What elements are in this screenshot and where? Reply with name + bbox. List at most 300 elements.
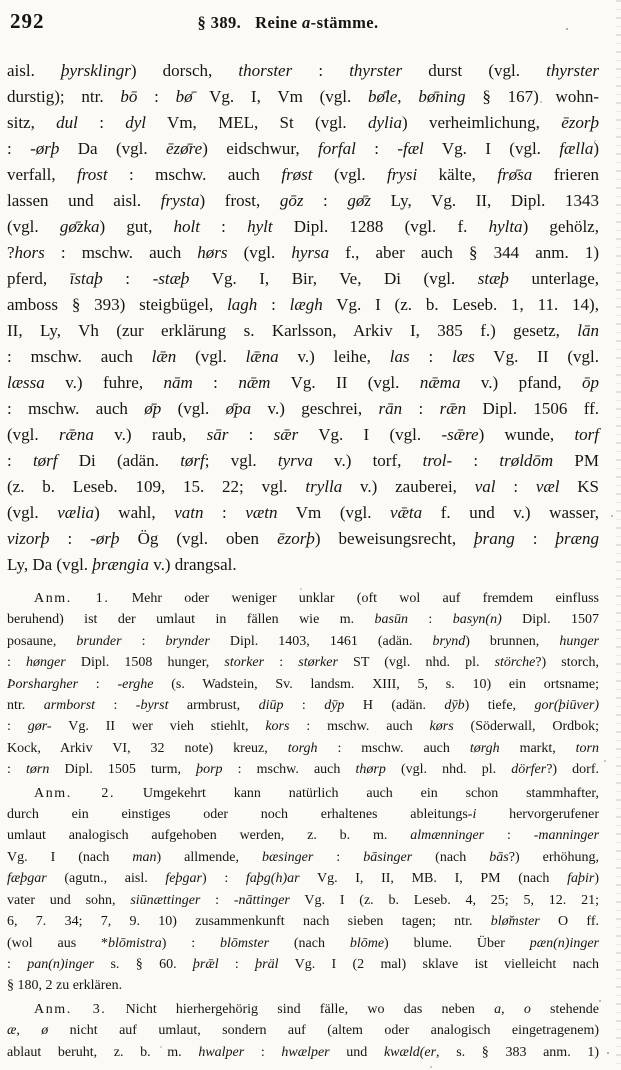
lemma-italic: gør- bbox=[27, 719, 52, 735]
text-run: : bbox=[77, 113, 126, 132]
text-run: Umgekehrt kann natürlich auch ein schon stammhafter, bbox=[115, 785, 599, 801]
text-run: ) brunnen, bbox=[465, 633, 560, 649]
text-run: KS bbox=[559, 477, 599, 496]
lemma-italic: nǣm bbox=[238, 373, 271, 392]
text-run: ?) dorf. bbox=[546, 762, 599, 778]
text-line bbox=[7, 318, 599, 344]
lemma-italic: basūn bbox=[374, 612, 408, 628]
lemma-italic: hørs bbox=[197, 243, 228, 262]
lemma-italic: ø̄p bbox=[144, 399, 162, 418]
text-run: (vgl. nhd. pl. bbox=[385, 762, 512, 778]
text-run: (agutn., aisl. bbox=[46, 871, 166, 887]
lemma-italic: -ørþ bbox=[90, 529, 120, 548]
text-run: Dipl. 1506 ff. bbox=[466, 399, 599, 418]
lemma-italic: -ørþ bbox=[30, 139, 60, 158]
text-run: Mehr oder weniger unklar (oft wol auf fremdem einfluss bbox=[109, 591, 600, 606]
text-run: Vg. I (nach bbox=[7, 849, 133, 865]
section-heading bbox=[7, 13, 569, 33]
text-run: : bbox=[200, 892, 234, 908]
text-line bbox=[7, 847, 599, 868]
lemma-italic: hwælper bbox=[281, 1044, 330, 1060]
text-run: : bbox=[218, 956, 256, 972]
lemma-italic: hylt bbox=[247, 217, 273, 236]
text-run: Vm, MEL, St (vgl. bbox=[146, 113, 368, 132]
lemma-italic: almænninger bbox=[410, 828, 485, 844]
lemma-italic: væl bbox=[535, 477, 560, 496]
lemma-italic: frysi bbox=[386, 165, 418, 184]
lemma-italic: vætn bbox=[245, 503, 278, 522]
lemma-italic: hønger bbox=[26, 655, 66, 671]
lemma-italic: siūnættinger bbox=[130, 892, 201, 908]
lemma-italic: dȳb bbox=[444, 698, 465, 714]
lemma-italic: kørs bbox=[429, 719, 454, 735]
text-run: : bbox=[303, 191, 348, 210]
text-run: : mschw. auch bbox=[44, 243, 198, 262]
lemma-italic: -sǣre bbox=[441, 425, 479, 444]
text-line bbox=[7, 695, 599, 716]
lemma-italic: forfal bbox=[318, 139, 356, 158]
text-run: : bbox=[244, 1044, 282, 1060]
text-run: (nach bbox=[412, 849, 490, 865]
text-run: verfall, bbox=[7, 165, 78, 184]
text-run: Vg. I, Vm (vgl. bbox=[192, 87, 369, 106]
lemma-italic: pæn(n)inger bbox=[529, 935, 599, 951]
text-run: Dipl. 1288 (vgl. f. bbox=[272, 217, 489, 236]
lemma-italic: sār bbox=[206, 425, 229, 444]
text-line bbox=[7, 652, 599, 673]
text-line bbox=[7, 674, 599, 695]
text-run: v.) geschrei, bbox=[251, 399, 379, 418]
lemma-italic: vælia bbox=[57, 503, 95, 522]
text-run: : bbox=[7, 139, 31, 158]
text-run: lassen und aisl. bbox=[7, 191, 161, 210]
text-run: : bbox=[7, 956, 28, 972]
text-line bbox=[7, 344, 599, 370]
lemma-italic: ēzorþ bbox=[277, 529, 315, 548]
lemma-italic: torgh bbox=[287, 740, 318, 756]
anm-label: Anm. 3. bbox=[34, 1001, 107, 1017]
main-text-paragraph bbox=[7, 58, 599, 578]
lemma-italic: lǣna bbox=[245, 347, 279, 366]
text-line bbox=[7, 162, 599, 188]
text-run: posaune, bbox=[7, 633, 77, 649]
lemma-italic: dȳp bbox=[324, 698, 345, 714]
lemma-italic: bø̄ bbox=[175, 87, 193, 106]
text-run: 6, 7. 34; 7, 9. 10) zusammenkunft nach sieben tagen; ntr. bbox=[7, 914, 491, 930]
text-line bbox=[7, 266, 599, 292]
lemma-italic: þorp bbox=[196, 762, 223, 778]
text-line bbox=[7, 631, 599, 652]
text-run: (vgl. bbox=[312, 165, 387, 184]
lemma-italic: bō bbox=[120, 87, 138, 106]
lemma-italic: tørn bbox=[26, 762, 50, 778]
lemma-italic: frø̄sa bbox=[497, 165, 533, 184]
text-run: § 167) wohn- bbox=[465, 87, 599, 106]
lemma-italic: lagh bbox=[227, 295, 258, 314]
text-run: Dipl. 1507 bbox=[501, 612, 599, 628]
lemma-italic: ø bbox=[41, 1023, 49, 1039]
text-line bbox=[7, 500, 599, 526]
lemma-italic: o bbox=[523, 1001, 531, 1017]
lemma-italic: nām bbox=[163, 373, 193, 392]
lemma-italic: frysta bbox=[160, 191, 200, 210]
lemma-italic: hors bbox=[14, 243, 45, 262]
text-run: : bbox=[78, 676, 118, 692]
text-run: ) gut, bbox=[99, 217, 174, 236]
lemma-italic: -fæl bbox=[397, 139, 424, 158]
lemma-italic: hylta bbox=[488, 217, 523, 236]
lemma-italic: kwæld(er bbox=[383, 1044, 437, 1060]
text-run: Dipl. 1508 hunger, bbox=[65, 655, 225, 671]
text-run: Vg. I (vgl. bbox=[423, 139, 560, 158]
text-run: : bbox=[408, 612, 453, 628]
text-line bbox=[7, 911, 599, 932]
lemma-italic: thørp bbox=[355, 762, 386, 778]
text-run: umlaut analogisch aufgehoben werden, z. b. m. bbox=[7, 828, 411, 844]
lemma-italic: dyl bbox=[125, 113, 147, 132]
text-run: armbrust, bbox=[168, 698, 259, 714]
lemma-italic: lægh bbox=[289, 295, 323, 314]
text-run: : bbox=[514, 529, 556, 548]
annotation-1 bbox=[7, 588, 599, 781]
lemma-italic: tyrva bbox=[277, 451, 313, 470]
text-run: Dipl. 1403, 1461 (adän. bbox=[209, 633, 433, 649]
lemma-italic: rǣna bbox=[58, 425, 94, 444]
text-run: Vg. II (vgl. bbox=[270, 373, 420, 392]
lemma-italic: pan(n)inger bbox=[27, 956, 95, 972]
lemma-italic: hunger bbox=[559, 633, 599, 649]
text-run: , s. § 383 anm. 1) bbox=[436, 1044, 600, 1060]
lemma-italic: -erghe bbox=[117, 676, 154, 692]
text-run: ) : bbox=[201, 871, 246, 887]
text-run: : mschw. auch bbox=[317, 740, 470, 756]
lemma-italic: vatn bbox=[174, 503, 204, 522]
lemma-italic: sǣr bbox=[273, 425, 299, 444]
text-run: (nach bbox=[269, 935, 350, 951]
lemma-italic: storker bbox=[224, 655, 265, 671]
text-run: : mschw. auch bbox=[107, 165, 282, 184]
text-run: frieren bbox=[532, 165, 600, 184]
lemma-italic: þrang bbox=[474, 529, 515, 548]
text-line bbox=[7, 370, 599, 396]
lemma-italic: blōmistra bbox=[108, 935, 162, 951]
lemma-italic: frøst bbox=[281, 165, 313, 184]
text-run: Vg. I (2 mal) sklave ist vielleicht nach bbox=[278, 956, 600, 972]
text-run: v.) fuhre, bbox=[44, 373, 164, 392]
text-run: ? bbox=[7, 243, 15, 262]
text-run: : bbox=[409, 347, 453, 366]
lemma-italic: æ bbox=[7, 1023, 17, 1039]
text-line bbox=[7, 474, 599, 500]
text-run: aisl. bbox=[7, 61, 61, 80]
lemma-italic: diūp bbox=[258, 698, 284, 714]
lemma-italic: dörfer bbox=[511, 762, 547, 778]
heading-title-post: -stämme. bbox=[310, 13, 379, 32]
text-run: : bbox=[484, 828, 534, 844]
text-line bbox=[7, 214, 599, 240]
text-run: (vgl. bbox=[227, 243, 292, 262]
lemma-italic: lān bbox=[577, 321, 599, 340]
lemma-italic: kors bbox=[265, 719, 290, 735]
text-run: ) bbox=[594, 871, 599, 887]
lemma-italic: -stæþ bbox=[152, 269, 190, 288]
lemma-italic: torn bbox=[575, 740, 600, 756]
text-run: : mschw. auch bbox=[7, 399, 145, 418]
lemma-italic: rān bbox=[378, 399, 403, 418]
text-line bbox=[7, 448, 599, 474]
lemma-italic: faþg(h)ar bbox=[245, 871, 300, 887]
lemma-italic: armborst bbox=[43, 698, 96, 714]
text-run: : bbox=[264, 655, 299, 671]
text-run: : bbox=[313, 849, 364, 865]
text-line bbox=[7, 609, 599, 630]
lemma-italic: las bbox=[389, 347, 410, 366]
text-run: : bbox=[102, 269, 153, 288]
text-run: ) gehölz, bbox=[522, 217, 599, 236]
text-line bbox=[7, 738, 599, 759]
text-run: durst (vgl. bbox=[402, 61, 547, 80]
text-line bbox=[7, 999, 599, 1020]
lemma-italic: hyrsa bbox=[291, 243, 330, 262]
scan-edge-noise bbox=[616, 0, 621, 1070]
lemma-italic: stæþ bbox=[477, 269, 509, 288]
lemma-italic: ēzø̄re bbox=[165, 139, 203, 158]
page-number: 292 bbox=[10, 9, 45, 33]
lemma-italic: læs bbox=[452, 347, 475, 366]
text-line bbox=[7, 759, 599, 780]
text-line bbox=[7, 136, 599, 162]
text-run: : bbox=[283, 698, 325, 714]
text-run: : bbox=[95, 698, 136, 714]
text-run: (vgl. bbox=[7, 217, 60, 236]
text-run: und bbox=[329, 1044, 384, 1060]
text-run: O ff. bbox=[539, 914, 599, 930]
text-run: Vg. I (z. b. Leseb. 4, 25; 5, 12. 21; bbox=[289, 892, 599, 908]
text-run: sitz, bbox=[7, 113, 57, 132]
text-line bbox=[7, 110, 599, 136]
lemma-italic: i bbox=[472, 807, 477, 823]
text-run: ) : bbox=[161, 935, 221, 951]
lemma-italic: þræng bbox=[555, 529, 599, 548]
text-line bbox=[7, 804, 599, 825]
text-run: Kock, Arkiv VI, 32 note) kreuz, bbox=[7, 740, 288, 756]
text-run: : bbox=[228, 425, 274, 444]
lemma-italic: lǣn bbox=[151, 347, 177, 366]
text-line bbox=[7, 292, 599, 318]
text-line bbox=[7, 783, 599, 804]
heading-title-italic: a bbox=[302, 13, 311, 32]
text-run: , bbox=[501, 1001, 524, 1017]
scan-specks bbox=[0, 0, 2, 2]
text-run: Di (adän. bbox=[57, 451, 181, 470]
text-run: v.) zauberei, bbox=[342, 477, 475, 496]
anm-label: Anm. 1. bbox=[34, 591, 110, 606]
text-line bbox=[7, 526, 599, 552]
text-run: vater und sohn, bbox=[7, 892, 131, 908]
lemma-italic: bās bbox=[489, 849, 509, 865]
lemma-italic: Þorshargher bbox=[7, 676, 79, 692]
lemma-italic: blø̆mster bbox=[490, 914, 540, 930]
text-line bbox=[7, 933, 599, 954]
text-run: : bbox=[199, 217, 248, 236]
text-run: ablaut beruht, z. b. m. bbox=[7, 1044, 199, 1060]
text-run: ) eidschwur, bbox=[202, 139, 319, 158]
text-run: § 180, 2 zu erklären. bbox=[7, 978, 123, 994]
lemma-italic: fæþgar bbox=[7, 871, 47, 887]
text-run: Vg. I, II, MB. I, PM (nach bbox=[299, 871, 568, 887]
lemma-italic: hwalper bbox=[198, 1044, 245, 1060]
lemma-italic: tørf bbox=[32, 451, 58, 470]
text-run: ntr. bbox=[7, 698, 44, 714]
lemma-italic: -nāttinger bbox=[233, 892, 290, 908]
text-run: durstig); ntr. bbox=[7, 87, 121, 106]
anm-label: Anm. 2. bbox=[34, 785, 116, 801]
text-run: Dipl. 1505 turm, bbox=[49, 762, 197, 778]
lemma-italic: gø̄zka bbox=[59, 217, 100, 236]
text-line bbox=[7, 890, 599, 911]
text-run: ) allmende, bbox=[156, 849, 262, 865]
lemma-italic: blōme bbox=[349, 935, 385, 951]
section-number: § 389. bbox=[197, 13, 242, 32]
lemma-italic: trøldōm bbox=[499, 451, 554, 470]
text-run: , bbox=[16, 1023, 42, 1039]
text-run: ?) storch, bbox=[535, 655, 600, 671]
text-run: : bbox=[121, 633, 166, 649]
text-run: (vgl. bbox=[7, 425, 59, 444]
text-run: hervorgerufener bbox=[476, 807, 599, 823]
text-line bbox=[7, 552, 599, 578]
heading-title-pre: Reine bbox=[255, 13, 303, 32]
lemma-italic: thorster bbox=[238, 61, 293, 80]
text-run: : bbox=[292, 61, 350, 80]
text-run: stehende bbox=[530, 1001, 600, 1017]
text-run: Vg. I (z. b. Leseb. 1, 11. 14), bbox=[322, 295, 599, 314]
text-run: Nicht hierhergehörig sind fälle, wo das neben bbox=[106, 1001, 495, 1017]
text-run: ) bbox=[593, 139, 599, 158]
lemma-italic: fælla bbox=[559, 139, 594, 158]
text-run: Vg. II wer vieh stiehlt, bbox=[51, 719, 266, 735]
lemma-italic: brynder bbox=[165, 633, 210, 649]
text-run: pferd, bbox=[7, 269, 70, 288]
text-run: f. und v.) wasser, bbox=[422, 503, 599, 522]
lemma-italic: þräl bbox=[255, 956, 279, 972]
lemma-italic: tørgh bbox=[469, 740, 500, 756]
lemma-italic: -byrst bbox=[135, 698, 169, 714]
text-line bbox=[7, 188, 599, 214]
text-run: : bbox=[7, 655, 27, 671]
text-run: Ög (vgl. oben bbox=[119, 529, 278, 548]
lemma-italic: brynd bbox=[432, 633, 466, 649]
text-run: ) frost, bbox=[199, 191, 280, 210]
lemma-italic: trol- bbox=[422, 451, 453, 470]
lemma-italic: ēzorþ bbox=[561, 113, 600, 132]
text-run: ) wunde, bbox=[478, 425, 575, 444]
text-run: (vgl. bbox=[161, 399, 226, 418]
text-run: : bbox=[7, 719, 28, 735]
text-run: s. § 60. bbox=[94, 956, 193, 972]
text-run: : bbox=[192, 373, 239, 392]
text-run: amboss § 393) steigbügel, bbox=[7, 295, 228, 314]
text-run: v.) drangsal. bbox=[149, 555, 237, 574]
lemma-italic: val bbox=[474, 477, 496, 496]
lemma-italic: rǣn bbox=[439, 399, 467, 418]
text-run: Vm (vgl. bbox=[277, 503, 391, 522]
lemma-italic: feþgar bbox=[165, 871, 202, 887]
lemma-italic: man bbox=[132, 849, 157, 865]
text-run: PM bbox=[553, 451, 599, 470]
lemma-italic: læssa bbox=[7, 373, 45, 392]
text-line bbox=[7, 1042, 599, 1063]
text-line bbox=[7, 868, 599, 889]
text-run: : bbox=[402, 399, 440, 418]
text-line bbox=[7, 422, 599, 448]
lemma-italic: -manninger bbox=[533, 828, 600, 844]
text-run: : bbox=[257, 295, 290, 314]
lemma-italic: gōz bbox=[279, 191, 304, 210]
text-run: durch ein einstiges oder noch erhaltenes ableitungs- bbox=[7, 807, 473, 823]
lemma-italic: blōmster bbox=[220, 935, 270, 951]
text-run: f., aber auch § 344 anm. 1) bbox=[329, 243, 599, 262]
text-run: ?) erhöhung, bbox=[508, 849, 599, 865]
text-line bbox=[7, 716, 599, 737]
lemma-italic: dul bbox=[56, 113, 78, 132]
text-run: : bbox=[495, 477, 536, 496]
text-line bbox=[7, 240, 599, 266]
lemma-italic: nǣma bbox=[419, 373, 461, 392]
lemma-italic: īstaþ bbox=[69, 269, 103, 288]
text-run: v.) raub, bbox=[93, 425, 207, 444]
text-line bbox=[7, 954, 599, 975]
text-run: ; vgl. bbox=[204, 451, 278, 470]
text-run: : bbox=[7, 451, 33, 470]
page-header bbox=[7, 8, 599, 40]
text-run: v.) leihe, bbox=[278, 347, 390, 366]
text-run: Ly, Vg. II, Dipl. 1343 bbox=[371, 191, 599, 210]
text-run: Da (vgl. bbox=[59, 139, 166, 158]
lemma-italic: thyrster bbox=[349, 61, 403, 80]
lemma-italic: ø̄pa bbox=[225, 399, 252, 418]
text-run: II, Ly, Vh (zur erklärung s. Karlsson, Arkiv I, 385 f.) gesetz, bbox=[7, 321, 578, 340]
text-run: Vg. II (vgl. bbox=[474, 347, 599, 366]
text-run: : bbox=[49, 529, 91, 548]
text-run: ST (vgl. nhd. pl. bbox=[337, 655, 495, 671]
text-run: : mschw. auch bbox=[289, 719, 430, 735]
text-run: nicht auf umlaut, sondern auf (altem oder analogisch eingetragenem) bbox=[48, 1023, 599, 1039]
text-run: : bbox=[7, 762, 26, 778]
text-run: (vgl. bbox=[176, 347, 246, 366]
text-run: (s. Wadstein, Sv. landsm. XIII, 5, s. 10) ein ortsname; bbox=[153, 676, 599, 692]
lemma-italic: brunder bbox=[76, 633, 122, 649]
annotation-2 bbox=[7, 783, 599, 997]
text-run: (Söderwall, Ordbok; bbox=[453, 719, 599, 735]
text-run: (wol aus * bbox=[7, 935, 109, 951]
lemma-italic: vizorþ bbox=[7, 529, 50, 548]
text-run: (z. b. Leseb. 109, 15. 22; vgl. bbox=[7, 477, 306, 496]
lemma-italic: bø̄le, bø̄ning bbox=[368, 87, 466, 106]
lemma-italic: þrǣl bbox=[192, 956, 219, 972]
lemma-italic: bāsinger bbox=[363, 849, 413, 865]
text-run: : mschw. auch bbox=[7, 347, 152, 366]
lemma-italic: störche bbox=[494, 655, 536, 671]
text-run: unterlage, bbox=[508, 269, 599, 288]
text-line bbox=[7, 825, 599, 846]
text-run: ) dorsch, bbox=[130, 61, 239, 80]
text-run: Vg. I (vgl. bbox=[298, 425, 442, 444]
lemma-italic: frost bbox=[77, 165, 108, 184]
text-run: beruhend) ist der umlaut in fällen wie m. bbox=[7, 612, 375, 628]
text-run: ) blume. Über bbox=[384, 935, 530, 951]
text-line bbox=[7, 975, 599, 996]
